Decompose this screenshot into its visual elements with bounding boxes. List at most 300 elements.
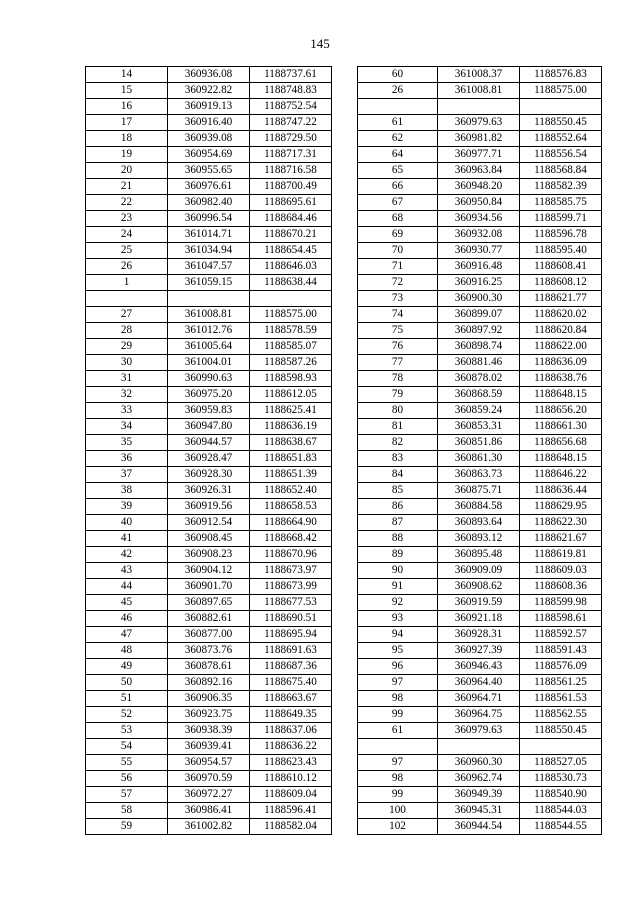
y-coordinate-cell: 1188690.51 [250, 611, 332, 627]
table-row [86, 451, 332, 467]
table-row [358, 595, 602, 611]
y-coordinate-cell: 1188608.41 [520, 259, 602, 275]
table-row [358, 435, 602, 451]
point-number-cell: 57 [86, 787, 168, 803]
x-coordinate-cell: 360878.02 [438, 371, 520, 387]
table-row [358, 99, 602, 115]
y-coordinate-cell: 1188585.07 [250, 339, 332, 355]
point-number-cell: 60 [358, 67, 438, 83]
y-coordinate-cell: 1188652.40 [250, 483, 332, 499]
y-coordinate-cell: 1188677.53 [250, 595, 332, 611]
table-row [358, 355, 602, 371]
x-coordinate-cell: 360954.57 [168, 755, 250, 771]
y-coordinate-cell: 1188637.06 [250, 723, 332, 739]
x-coordinate-cell: 360901.70 [168, 579, 250, 595]
table-row [358, 307, 602, 323]
x-coordinate-cell: 360859.24 [438, 403, 520, 419]
y-coordinate-cell: 1188651.83 [250, 451, 332, 467]
y-coordinate-cell: 1188575.00 [250, 307, 332, 323]
y-coordinate-cell: 1188562.55 [520, 707, 602, 723]
y-coordinate-cell: 1188540.90 [520, 787, 602, 803]
y-coordinate-cell: 1188610.12 [250, 771, 332, 787]
point-number-cell: 41 [86, 531, 168, 547]
point-number-cell: 96 [358, 659, 438, 675]
x-coordinate-cell: 360919.13 [168, 99, 250, 115]
table-row [358, 579, 602, 595]
x-coordinate-cell: 360908.23 [168, 547, 250, 563]
table-row [86, 355, 332, 371]
y-coordinate-cell: 1188646.22 [520, 467, 602, 483]
point-number-cell: 48 [86, 643, 168, 659]
y-coordinate-cell: 1188622.30 [520, 515, 602, 531]
y-coordinate-cell: 1188599.71 [520, 211, 602, 227]
x-coordinate-cell: 360881.46 [438, 355, 520, 371]
x-coordinate-cell [438, 739, 520, 755]
table-row [358, 627, 602, 643]
point-number-cell: 18 [86, 131, 168, 147]
x-coordinate-cell: 360986.41 [168, 803, 250, 819]
point-number-cell: 98 [358, 771, 438, 787]
point-number-cell: 35 [86, 435, 168, 451]
y-coordinate-cell: 1188530.73 [520, 771, 602, 787]
table-row [86, 739, 332, 755]
x-coordinate-cell: 360928.31 [438, 627, 520, 643]
point-number-cell: 23 [86, 211, 168, 227]
point-number-cell: 45 [86, 595, 168, 611]
table-row [86, 531, 332, 547]
point-number-cell: 29 [86, 339, 168, 355]
x-coordinate-cell: 360877.00 [168, 627, 250, 643]
table-row [86, 547, 332, 563]
table-row [358, 723, 602, 739]
table-row [86, 755, 332, 771]
table-row [358, 371, 602, 387]
point-number-cell: 21 [86, 179, 168, 195]
x-coordinate-cell: 360945.31 [438, 803, 520, 819]
y-coordinate-cell: 1188596.41 [250, 803, 332, 819]
x-coordinate-cell: 360904.12 [168, 563, 250, 579]
table-row [358, 195, 602, 211]
point-number-cell: 56 [86, 771, 168, 787]
point-number-cell: 76 [358, 339, 438, 355]
y-coordinate-cell: 1188550.45 [520, 115, 602, 131]
point-number-cell: 69 [358, 227, 438, 243]
point-number-cell: 61 [358, 115, 438, 131]
y-coordinate-cell: 1188670.21 [250, 227, 332, 243]
table-row [86, 499, 332, 515]
point-number-cell: 71 [358, 259, 438, 275]
table-row [86, 163, 332, 179]
y-coordinate-cell: 1188552.64 [520, 131, 602, 147]
y-coordinate-cell: 1188598.93 [250, 371, 332, 387]
y-coordinate-cell: 1188598.61 [520, 611, 602, 627]
table-row [358, 131, 602, 147]
table-row [358, 179, 602, 195]
point-number-cell: 20 [86, 163, 168, 179]
point-number-cell: 100 [358, 803, 438, 819]
y-coordinate-cell: 1188747.22 [250, 115, 332, 131]
x-coordinate-cell: 360882.61 [168, 611, 250, 627]
x-coordinate-cell: 360893.64 [438, 515, 520, 531]
y-coordinate-cell: 1188620.84 [520, 323, 602, 339]
x-coordinate-cell: 360970.59 [168, 771, 250, 787]
point-number-cell: 83 [358, 451, 438, 467]
table-row [86, 387, 332, 403]
point-number-cell: 26 [358, 83, 438, 99]
point-number-cell: 99 [358, 787, 438, 803]
y-coordinate-cell: 1188670.96 [250, 547, 332, 563]
table-row [358, 531, 602, 547]
y-coordinate-cell: 1188695.94 [250, 627, 332, 643]
table-row [358, 163, 602, 179]
table-row [358, 563, 602, 579]
x-coordinate-cell: 360875.71 [438, 483, 520, 499]
y-coordinate-cell: 1188695.61 [250, 195, 332, 211]
table-body-right [358, 67, 602, 835]
table-row [86, 323, 332, 339]
point-number-cell: 95 [358, 643, 438, 659]
point-number-cell: 43 [86, 563, 168, 579]
table-row [358, 515, 602, 531]
x-coordinate-cell: 360892.16 [168, 675, 250, 691]
x-coordinate-cell: 360996.54 [168, 211, 250, 227]
x-coordinate-cell: 360947.80 [168, 419, 250, 435]
table-row [86, 787, 332, 803]
point-number-cell: 79 [358, 387, 438, 403]
point-number-cell: 54 [86, 739, 168, 755]
y-coordinate-cell: 1188561.53 [520, 691, 602, 707]
x-coordinate-cell: 360909.09 [438, 563, 520, 579]
y-coordinate-cell: 1188578.59 [250, 323, 332, 339]
x-coordinate-cell: 360982.40 [168, 195, 250, 211]
table-row [86, 771, 332, 787]
table-row [86, 563, 332, 579]
point-number-cell: 87 [358, 515, 438, 531]
table-row [358, 547, 602, 563]
table-row [358, 611, 602, 627]
point-number-cell: 92 [358, 595, 438, 611]
y-coordinate-cell: 1188673.99 [250, 579, 332, 595]
y-coordinate-cell: 1188684.46 [250, 211, 332, 227]
table-row [86, 643, 332, 659]
x-coordinate-cell: 360916.40 [168, 115, 250, 131]
y-coordinate-cell: 1188717.31 [250, 147, 332, 163]
table-row [358, 803, 602, 819]
x-coordinate-cell: 361012.76 [168, 323, 250, 339]
y-coordinate-cell: 1188595.40 [520, 243, 602, 259]
point-number-cell: 86 [358, 499, 438, 515]
x-coordinate-cell: 360893.12 [438, 531, 520, 547]
table-row [86, 115, 332, 131]
y-coordinate-cell: 1188654.45 [250, 243, 332, 259]
table-body-left [86, 67, 332, 835]
x-coordinate-cell: 360863.73 [438, 467, 520, 483]
y-coordinate-cell: 1188716.58 [250, 163, 332, 179]
point-number-cell: 26 [86, 259, 168, 275]
table-row [86, 419, 332, 435]
x-coordinate-cell: 360964.75 [438, 707, 520, 723]
x-coordinate-cell: 360962.74 [438, 771, 520, 787]
table-row [358, 147, 602, 163]
y-coordinate-cell: 1188661.30 [520, 419, 602, 435]
table-row [358, 115, 602, 131]
table-row [86, 243, 332, 259]
table-row [86, 675, 332, 691]
point-number-cell: 58 [86, 803, 168, 819]
y-coordinate-cell: 1188729.50 [250, 131, 332, 147]
x-coordinate-cell: 361002.82 [168, 819, 250, 835]
x-coordinate-cell: 361008.81 [168, 307, 250, 323]
table-row [86, 723, 332, 739]
point-number-cell: 1 [86, 275, 168, 291]
y-coordinate-cell: 1188561.25 [520, 675, 602, 691]
x-coordinate-cell: 360922.82 [168, 83, 250, 99]
y-coordinate-cell: 1188649.35 [250, 707, 332, 723]
x-coordinate-cell: 360964.40 [438, 675, 520, 691]
point-number-cell: 42 [86, 547, 168, 563]
y-coordinate-cell: 1188576.09 [520, 659, 602, 675]
y-coordinate-cell: 1188623.43 [250, 755, 332, 771]
point-number-cell: 97 [358, 755, 438, 771]
point-number-cell: 102 [358, 819, 438, 835]
point-number-cell: 99 [358, 707, 438, 723]
table-row [358, 659, 602, 675]
table-row [86, 147, 332, 163]
point-number-cell: 68 [358, 211, 438, 227]
table-row [358, 707, 602, 723]
x-coordinate-cell: 360921.18 [438, 611, 520, 627]
point-number-cell: 70 [358, 243, 438, 259]
point-number-cell: 84 [358, 467, 438, 483]
table-row [86, 195, 332, 211]
table-row [358, 339, 602, 355]
table-row [358, 67, 602, 83]
point-number-cell: 91 [358, 579, 438, 595]
x-coordinate-cell: 360944.57 [168, 435, 250, 451]
x-coordinate-cell: 360868.59 [438, 387, 520, 403]
y-coordinate-cell: 1188636.44 [520, 483, 602, 499]
point-number-cell: 81 [358, 419, 438, 435]
y-coordinate-cell: 1188576.83 [520, 67, 602, 83]
x-coordinate-cell [438, 99, 520, 115]
y-coordinate-cell: 1188599.98 [520, 595, 602, 611]
x-coordinate-cell: 360946.43 [438, 659, 520, 675]
point-number-cell: 28 [86, 323, 168, 339]
x-coordinate-cell: 361005.64 [168, 339, 250, 355]
x-coordinate-cell: 360959.83 [168, 403, 250, 419]
y-coordinate-cell: 1188585.75 [520, 195, 602, 211]
y-coordinate-cell: 1188636.09 [520, 355, 602, 371]
table-row [86, 259, 332, 275]
x-coordinate-cell: 360916.25 [438, 275, 520, 291]
y-coordinate-cell: 1188527.05 [520, 755, 602, 771]
table-row [358, 755, 602, 771]
y-coordinate-cell: 1188668.42 [250, 531, 332, 547]
x-coordinate-cell: 360851.86 [438, 435, 520, 451]
x-coordinate-cell: 361059.15 [168, 275, 250, 291]
point-number-cell: 15 [86, 83, 168, 99]
point-number-cell: 50 [86, 675, 168, 691]
x-coordinate-cell: 360895.48 [438, 547, 520, 563]
y-coordinate-cell: 1188609.04 [250, 787, 332, 803]
y-coordinate-cell: 1188638.76 [520, 371, 602, 387]
point-number-cell: 37 [86, 467, 168, 483]
x-coordinate-cell: 360936.08 [168, 67, 250, 83]
y-coordinate-cell: 1188609.03 [520, 563, 602, 579]
table-row [86, 371, 332, 387]
table-row [86, 291, 332, 307]
x-coordinate-cell: 360900.30 [438, 291, 520, 307]
y-coordinate-cell: 1188636.19 [250, 419, 332, 435]
table-row [86, 819, 332, 835]
point-number-cell [358, 99, 438, 115]
coordinates-table-left [85, 66, 332, 835]
x-coordinate-cell: 361004.01 [168, 355, 250, 371]
y-coordinate-cell: 1188621.77 [520, 291, 602, 307]
x-coordinate-cell: 360928.30 [168, 467, 250, 483]
x-coordinate-cell: 360873.76 [168, 643, 250, 659]
point-number-cell: 72 [358, 275, 438, 291]
table-row [86, 83, 332, 99]
table-row [86, 659, 332, 675]
x-coordinate-cell: 360912.54 [168, 515, 250, 531]
table-row [86, 67, 332, 83]
point-number-cell: 25 [86, 243, 168, 259]
x-coordinate-cell: 360948.20 [438, 179, 520, 195]
point-number-cell: 73 [358, 291, 438, 307]
point-number-cell: 61 [358, 723, 438, 739]
x-coordinate-cell: 360930.77 [438, 243, 520, 259]
point-number-cell: 46 [86, 611, 168, 627]
point-number-cell: 52 [86, 707, 168, 723]
x-coordinate-cell: 361008.37 [438, 67, 520, 83]
point-number-cell: 59 [86, 819, 168, 835]
table-row [86, 467, 332, 483]
table-row [86, 339, 332, 355]
table-row [358, 483, 602, 499]
point-number-cell: 97 [358, 675, 438, 691]
x-coordinate-cell: 360916.48 [438, 259, 520, 275]
y-coordinate-cell: 1188591.43 [520, 643, 602, 659]
table-row [86, 579, 332, 595]
y-coordinate-cell: 1188658.53 [250, 499, 332, 515]
x-coordinate-cell: 360972.27 [168, 787, 250, 803]
table-row [358, 819, 602, 835]
x-coordinate-cell: 360975.20 [168, 387, 250, 403]
point-number-cell: 44 [86, 579, 168, 595]
point-number-cell: 85 [358, 483, 438, 499]
y-coordinate-cell: 1188556.54 [520, 147, 602, 163]
table-row [86, 595, 332, 611]
y-coordinate-cell [250, 291, 332, 307]
y-coordinate-cell [520, 99, 602, 115]
point-number-cell: 62 [358, 131, 438, 147]
table-row [358, 771, 602, 787]
table-row [86, 99, 332, 115]
x-coordinate-cell [168, 291, 250, 307]
point-number-cell: 89 [358, 547, 438, 563]
point-number-cell [358, 739, 438, 755]
table-row [358, 739, 602, 755]
point-number-cell: 78 [358, 371, 438, 387]
y-coordinate-cell: 1188592.57 [520, 627, 602, 643]
x-coordinate-cell: 360954.69 [168, 147, 250, 163]
table-row [358, 387, 602, 403]
x-coordinate-cell: 360884.58 [438, 499, 520, 515]
y-coordinate-cell: 1188638.44 [250, 275, 332, 291]
point-number-cell: 67 [358, 195, 438, 211]
y-coordinate-cell: 1188664.90 [250, 515, 332, 531]
table-row [86, 227, 332, 243]
table-row [358, 691, 602, 707]
point-number-cell [86, 291, 168, 307]
point-number-cell: 77 [358, 355, 438, 371]
y-coordinate-cell: 1188737.61 [250, 67, 332, 83]
x-coordinate-cell: 360990.63 [168, 371, 250, 387]
x-coordinate-cell: 360960.30 [438, 755, 520, 771]
table-row [86, 611, 332, 627]
y-coordinate-cell: 1188608.12 [520, 275, 602, 291]
point-number-cell: 82 [358, 435, 438, 451]
point-number-cell: 49 [86, 659, 168, 675]
y-coordinate-cell: 1188587.26 [250, 355, 332, 371]
point-number-cell: 22 [86, 195, 168, 211]
point-number-cell: 51 [86, 691, 168, 707]
point-number-cell: 32 [86, 387, 168, 403]
x-coordinate-cell: 360932.08 [438, 227, 520, 243]
point-number-cell: 38 [86, 483, 168, 499]
x-coordinate-cell: 360899.07 [438, 307, 520, 323]
point-number-cell: 19 [86, 147, 168, 163]
point-number-cell: 24 [86, 227, 168, 243]
x-coordinate-cell: 360898.74 [438, 339, 520, 355]
y-coordinate-cell: 1188575.00 [520, 83, 602, 99]
x-coordinate-cell: 360923.75 [168, 707, 250, 723]
table-row [358, 275, 602, 291]
y-coordinate-cell: 1188656.20 [520, 403, 602, 419]
x-coordinate-cell: 360919.59 [438, 595, 520, 611]
point-number-cell: 98 [358, 691, 438, 707]
point-number-cell: 39 [86, 499, 168, 515]
x-coordinate-cell: 360897.65 [168, 595, 250, 611]
x-coordinate-cell: 360963.84 [438, 163, 520, 179]
y-coordinate-cell: 1188544.03 [520, 803, 602, 819]
point-number-cell: 75 [358, 323, 438, 339]
table-row [86, 307, 332, 323]
table-row [358, 787, 602, 803]
x-coordinate-cell: 360853.31 [438, 419, 520, 435]
point-number-cell: 64 [358, 147, 438, 163]
y-coordinate-cell: 1188673.97 [250, 563, 332, 579]
y-coordinate-cell: 1188620.02 [520, 307, 602, 323]
y-coordinate-cell: 1188675.40 [250, 675, 332, 691]
x-coordinate-cell: 360934.56 [438, 211, 520, 227]
point-number-cell: 40 [86, 515, 168, 531]
y-coordinate-cell: 1188691.63 [250, 643, 332, 659]
point-number-cell: 80 [358, 403, 438, 419]
x-coordinate-cell: 361034.94 [168, 243, 250, 259]
y-coordinate-cell: 1188636.22 [250, 739, 332, 755]
y-coordinate-cell: 1188582.04 [250, 819, 332, 835]
x-coordinate-cell: 360979.63 [438, 723, 520, 739]
y-coordinate-cell: 1188700.49 [250, 179, 332, 195]
table-row [358, 83, 602, 99]
table-row [358, 451, 602, 467]
y-coordinate-cell: 1188752.54 [250, 99, 332, 115]
x-coordinate-cell: 360927.39 [438, 643, 520, 659]
x-coordinate-cell: 360878.61 [168, 659, 250, 675]
point-number-cell: 16 [86, 99, 168, 115]
